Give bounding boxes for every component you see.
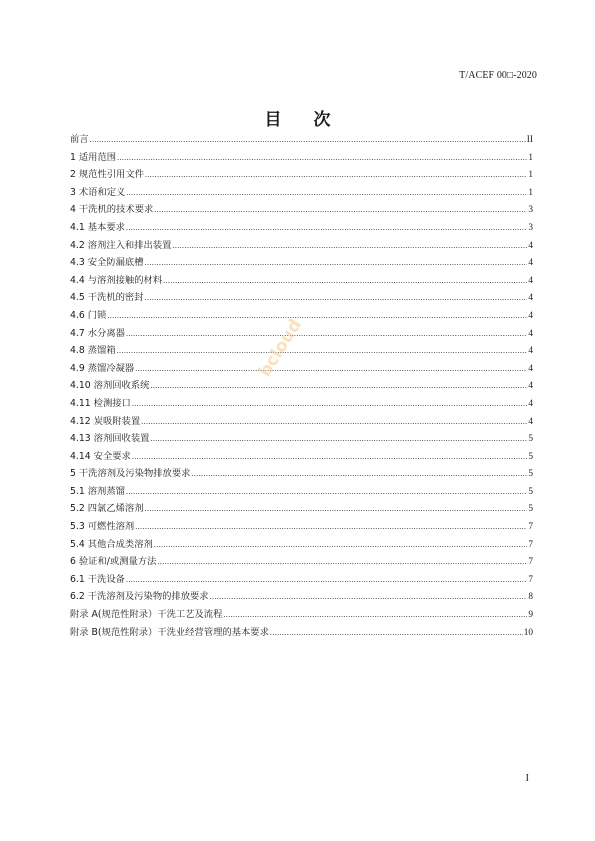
toc-dot-leader [210, 588, 528, 606]
toc-dot-leader [141, 413, 527, 431]
toc-entry-page: II [526, 135, 533, 145]
toc-entry-label: 4.8 蒸馏箱 [70, 345, 116, 357]
toc-entry-label: 4.2 溶剂注入和排出装置 [70, 239, 172, 251]
toc-entry[interactable] [70, 448, 533, 466]
toc-entry-page: 4 [528, 328, 533, 339]
toc-entry[interactable] [70, 131, 533, 149]
toc-dot-leader [270, 624, 523, 642]
toc-dot-leader [132, 448, 528, 466]
page-title: 目次 [264, 110, 363, 130]
toc-entry-page: 3 [528, 205, 533, 216]
toc-entry-page: 4 [528, 258, 533, 269]
toc-entry-label: 4.5 干洗机的密封 [70, 292, 144, 304]
toc-entry[interactable] [70, 588, 533, 606]
toc-entry-page: 5 [528, 469, 533, 480]
toc-dot-leader [145, 289, 528, 307]
toc-entry-label: 6 验证和/或测量方法 [70, 556, 157, 568]
toc-entry-label: 5.4 其他合成类溶剂 [70, 538, 153, 550]
toc-entry[interactable] [70, 254, 533, 272]
toc-entry[interactable] [70, 342, 533, 360]
toc-dot-leader [157, 553, 527, 571]
toc-entry-label: 4.11 检测接口 [70, 397, 131, 409]
toc-entry-page: 1 [528, 152, 533, 163]
toc-dot-leader [150, 430, 527, 448]
toc-entry-label: 5 干洗溶剂及污染物排放要求 [70, 468, 191, 480]
toc-entry-label: 4.1 基本要求 [70, 221, 125, 233]
toc-entry[interactable] [70, 571, 533, 589]
toc-entry-page: 4 [528, 293, 533, 304]
toc-entry-label: 前言 [70, 134, 89, 145]
toc-entry[interactable] [70, 483, 533, 501]
toc-dot-leader [191, 465, 527, 483]
toc-entry[interactable] [70, 201, 533, 219]
toc-entry-page: 5 [528, 434, 533, 445]
toc-entry-label: 3 术语和定义 [70, 186, 126, 198]
toc-dot-leader [126, 219, 527, 237]
toc-dot-leader [163, 272, 527, 290]
toc-entry[interactable] [70, 149, 533, 167]
toc-dot-leader [90, 131, 526, 149]
toc-entry-label: 4.14 安全要求 [70, 450, 131, 462]
toc-entry[interactable] [70, 184, 533, 202]
toc-entry-label: 4.9 蒸馏冷凝器 [70, 362, 135, 374]
toc-entry-page: 4 [528, 240, 533, 251]
toc-entry-page: 5 [528, 486, 533, 497]
toc-entry-label: 4.12 炭吸附装置 [70, 415, 141, 427]
toc-dot-leader [145, 166, 527, 184]
toc-entry[interactable] [70, 553, 533, 571]
toc-entry-page: 7 [528, 574, 533, 585]
toc-dot-leader [107, 307, 527, 325]
toc-dot-leader [154, 536, 528, 554]
toc-entry[interactable] [70, 360, 533, 378]
toc-dot-leader [172, 237, 527, 255]
toc-entry[interactable] [70, 518, 533, 536]
toc-entry[interactable] [70, 536, 533, 554]
toc-entry-label: 1 适用范围 [70, 151, 117, 163]
table-of-contents [70, 131, 533, 641]
toc-entry-label: 4.6 门锁 [70, 309, 107, 321]
toc-entry-page: 10 [523, 627, 533, 638]
toc-entry-label: 2 规范性引用文件 [70, 169, 144, 181]
toc-entry[interactable] [70, 395, 533, 413]
toc-dot-leader [154, 201, 527, 219]
toc-entry[interactable] [70, 166, 533, 184]
toc-entry-page: 4 [528, 363, 533, 374]
toc-entry[interactable] [70, 307, 533, 325]
toc-entry-label: 4.4 与溶剂接触的材料 [70, 274, 163, 286]
toc-entry[interactable] [70, 377, 533, 395]
toc-entry[interactable] [70, 465, 533, 483]
toc-dot-leader [126, 325, 527, 343]
toc-dot-leader [145, 254, 528, 272]
toc-entry-page: 4 [528, 381, 533, 392]
page-number: I [525, 773, 529, 784]
toc-dot-leader [132, 395, 528, 413]
toc-entry-label: 4.7 水分离器 [70, 327, 125, 339]
toc-entry-label: 6.2 干洗溶剂及污染物的排放要求 [70, 591, 209, 603]
toc-entry-page: 4 [528, 346, 533, 357]
watermark-logo: bcloud [255, 315, 306, 381]
toc-entry[interactable] [70, 624, 533, 642]
toc-entry-page: 5 [528, 451, 533, 462]
toc-entry-label: 4.13 溶剂回收装置 [70, 433, 150, 445]
toc-entry-page: 7 [528, 539, 533, 550]
toc-dot-leader [135, 360, 527, 378]
toc-entry[interactable] [70, 289, 533, 307]
toc-entry[interactable] [70, 430, 533, 448]
toc-entry-page: 1 [528, 170, 533, 181]
toc-entry-label: 5.1 溶剂蒸馏 [70, 485, 125, 497]
toc-entry-label: 4.3 安全防漏底槽 [70, 257, 144, 269]
toc-entry-page: 8 [528, 592, 533, 603]
toc-dot-leader [117, 149, 527, 167]
toc-dot-leader [150, 377, 527, 395]
toc-entry-page: 4 [528, 398, 533, 409]
toc-entry-page: 4 [528, 310, 533, 321]
toc-entry-page: 3 [528, 222, 533, 233]
toc-entry-page: 4 [528, 275, 533, 286]
toc-entry-label: 5.3 可燃性溶剂 [70, 521, 135, 533]
toc-entry-label: 4.10 溶剂回收系统 [70, 380, 150, 392]
toc-entry-label: 4 干洗机的技术要求 [70, 204, 154, 216]
toc-entry-label: 6.1 干洗设备 [70, 573, 125, 585]
toc-dot-leader [135, 518, 527, 536]
toc-entry-page: 5 [528, 504, 533, 515]
toc-entry-page: 4 [528, 416, 533, 427]
toc-entry-page: 7 [528, 557, 533, 568]
toc-entry[interactable] [70, 413, 533, 431]
toc-dot-leader [145, 500, 528, 518]
toc-dot-leader [126, 483, 527, 501]
toc-entry[interactable] [70, 237, 533, 255]
toc-entry-label: 附录 B(规范性附录）干洗业经营管理的基本要求 [70, 626, 269, 638]
toc-entry-page: 9 [528, 610, 533, 621]
toc-entry-page: 1 [528, 187, 533, 198]
toc-entry[interactable] [70, 606, 533, 624]
document-code: T/ACEF 00□-2020 [459, 70, 537, 81]
toc-entry[interactable] [70, 272, 533, 290]
toc-entry-label: 附录 A(规范性附录）干洗工艺及流程 [70, 609, 223, 621]
toc-entry[interactable] [70, 219, 533, 237]
toc-dot-leader [126, 571, 527, 589]
toc-dot-leader [223, 606, 527, 624]
toc-dot-leader [117, 342, 528, 360]
toc-entry[interactable] [70, 325, 533, 343]
toc-entry-label: 5.2 四氯乙烯溶剂 [70, 503, 144, 515]
toc-dot-leader [126, 184, 527, 202]
toc-entry[interactable] [70, 500, 533, 518]
toc-entry-page: 7 [528, 522, 533, 533]
